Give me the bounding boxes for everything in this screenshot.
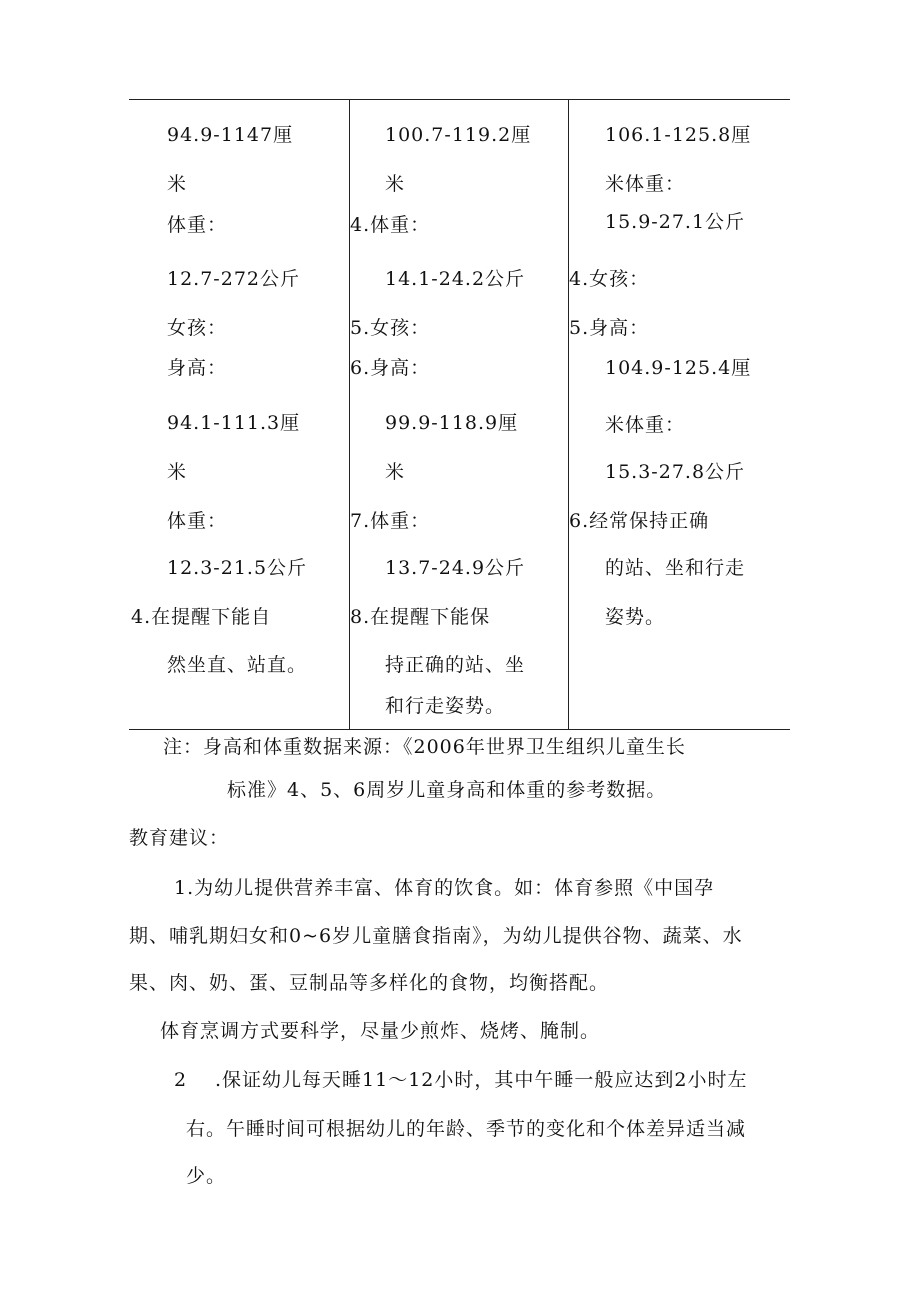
posture-item-line-3: 和行走姿势。 <box>385 695 506 717</box>
table-note-line-2: 标准》4、5、6周岁儿童身高和体重的参考数据。 <box>227 779 667 801</box>
posture-item-line-1: 6.经常保持正确 <box>569 510 710 532</box>
advice-p2-line-1: .保证幼儿每天睡11～12小时，其中午睡一般应达到2小时左 <box>215 1069 748 1091</box>
posture-item-line-3: 姿势。 <box>605 606 666 628</box>
girl-height-range: 94.1-111.3厘 <box>167 412 301 434</box>
girl-height-range: 104.9-125.4厘 <box>605 357 752 379</box>
girl-height-unit: 米 <box>385 461 406 483</box>
boy-weight-range: 14.1-24.2公斤 <box>385 268 526 290</box>
boy-weight-label: 4.体重： <box>350 214 431 236</box>
girl-label: 女孩： <box>167 317 228 339</box>
girl-weight-label: 体重： <box>167 510 228 532</box>
advice-p1-line-1: 1.为幼儿提供营养丰富、体育的饮食。如：体育参照《中国孕 <box>174 877 715 899</box>
table-bottom-border <box>129 729 790 730</box>
advice-p1-line-3: 果、肉、奶、蛋、豆制品等多样化的食物，均衡搭配。 <box>129 972 610 994</box>
posture-item-line-2: 持正确的站、坐 <box>385 654 526 676</box>
girl-weight-range: 12.3-21.5公斤 <box>167 557 308 579</box>
girl-label: 5.女孩： <box>350 317 431 339</box>
girl-height-range: 99.9-118.9厘 <box>385 412 519 434</box>
advice-p2-number: 2 <box>174 1069 188 1091</box>
table-column-divider-1 <box>349 99 350 730</box>
posture-item-line-2: 然坐直、站直。 <box>167 654 308 676</box>
girl-height-unit-weight-label: 米体重： <box>605 414 686 436</box>
advice-p1-line-2: 期、哺乳期妇女和0~6岁儿童膳食指南》，为幼儿提供谷物、蔬菜、水 <box>129 925 743 947</box>
boy-weight-range: 12.7-272公斤 <box>167 268 300 290</box>
girl-height-label: 身高： <box>167 357 228 379</box>
girl-weight-range: 15.3-27.8公斤 <box>605 461 746 483</box>
girl-height-label: 5.身高： <box>569 317 650 339</box>
posture-item-line-2: 的站、坐和行走 <box>605 557 746 579</box>
boy-height-unit: 米 <box>385 173 406 195</box>
boy-weight-label: 体重： <box>167 214 228 236</box>
table-column-divider-2 <box>568 99 569 730</box>
boy-weight-range: 15.9-27.1公斤 <box>605 211 746 233</box>
advice-heading: 教育建议： <box>129 827 230 849</box>
boy-height-range: 100.7-119.2厘 <box>385 124 532 146</box>
advice-p1-line-4: 体育烹调方式要科学，尽量少煎炸、烧烤、腌制。 <box>160 1020 601 1042</box>
boy-height-unit: 米 <box>167 173 188 195</box>
posture-item-line-1: 8.在提醒下能保 <box>350 606 491 628</box>
advice-p2-line-2: 右。午睡时间可根据幼儿的年龄、季节的变化和个体差异适当减 <box>186 1118 747 1140</box>
girl-weight-range: 13.7-24.9公斤 <box>385 557 526 579</box>
table-note-line-1: 注：身高和体重数据来源：《2006年世界卫生组织儿童生长 <box>163 736 686 758</box>
boy-height-unit-weight-label: 米体重： <box>605 173 686 195</box>
girl-label: 4.女孩： <box>569 268 650 290</box>
advice-p2-line-3: 少。 <box>186 1165 227 1187</box>
boy-height-range: 106.1-125.8厘 <box>605 124 752 146</box>
table-top-border <box>129 99 790 100</box>
boy-height-range: 94.9-1147厘 <box>167 124 294 146</box>
posture-item-line-1: 4.在提醒下能自 <box>131 606 272 628</box>
girl-weight-label: 7.体重： <box>350 510 431 532</box>
girl-height-label: 6.身高： <box>350 357 431 379</box>
girl-height-unit: 米 <box>167 461 188 483</box>
